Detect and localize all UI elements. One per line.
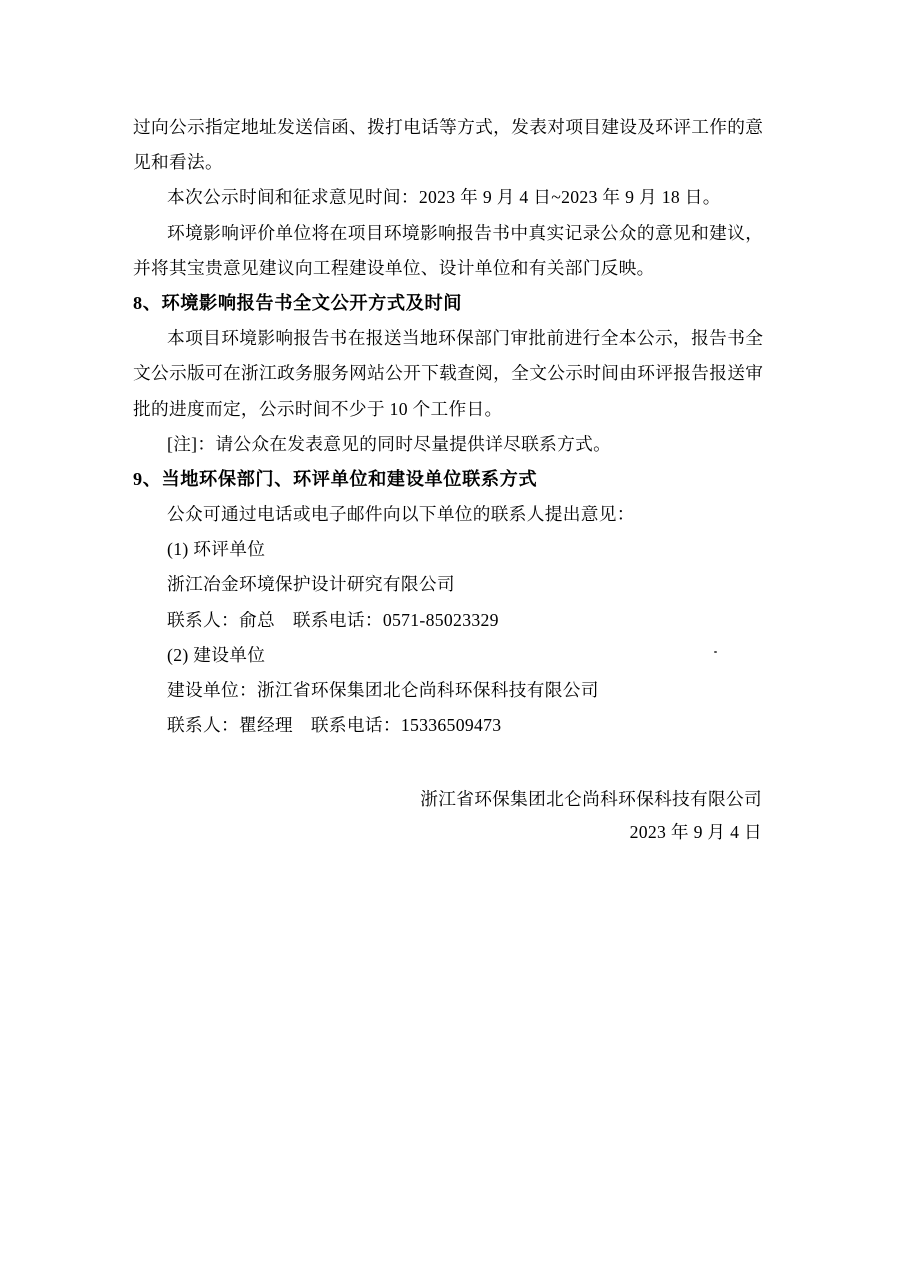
signature-company: 浙江省环保集团北仑尚科环保科技有限公司 [420,789,762,810]
construction-company-line: 建设单位：浙江省环保集团北仑尚科环保科技有限公司 [167,680,599,700]
section-8-heading: 8、环境影响报告书全文公开方式及时间 [133,292,463,313]
para-full-text-line-1: 本项目环境影响报告书在报送当地环保部门审批前进行全本公示，报告书全 [167,328,763,349]
para-contact-intro-line: 公众可通过电话或电子邮件向以下单位的联系人提出意见： [167,504,635,525]
para-full-text-line-3: 批的进度而定，公示时间不少于 10 个工作日。 [133,398,503,419]
note-line: [注]：请公众在发表意见的同时尽量提供详尽联系方式。 [167,433,612,454]
para-feedback-continuation-line-2: 见和看法。 [133,152,223,173]
signature-date: 2023 年 9 月 4 日 [629,822,762,843]
document-content [133,110,763,849]
blank-line-spacer [133,743,763,783]
para-publicity-period-line: 本次公示时间和征求意见时间：2023 年 9 月 4 日~2023 年 9 月 18 日。 [167,187,721,208]
para-full-text-line-2: 文公示版可在浙江政务服务网站公开下载查阅，全文公示时间由环评报告报送审 [133,363,763,384]
eia-contact-line: 联系人：俞总 联系电话：0571-85023329 [167,609,499,630]
para-feedback-continuation-line-1: 过向公示指定地址发送信函、拨打电话等方式，发表对项目建设及环评工作的意 [133,117,763,137]
para-eia-record-line-1: 环境影响评价单位将在项目环境影响报告书中真实记录公众的意见和建议， [167,222,763,243]
eia-company-name: 浙江冶金环境保护设计研究有限公司 [167,574,455,595]
section-9-heading: 9、当地环保部门、环评单位和建设单位联系方式 [133,468,538,489]
item-1-eia-unit-label: (1) 环评单位 [167,539,266,560]
stray-dot-mark [714,651,717,653]
para-eia-record-line-2: 并将其宝贵意见建议向工程建设单位、设计单位和有关部门反映。 [133,257,655,278]
construction-contact-line: 联系人：瞿经理 联系电话：15336509473 [167,715,502,736]
item-2-construction-unit-label: (2) 建设单位 [167,644,266,665]
